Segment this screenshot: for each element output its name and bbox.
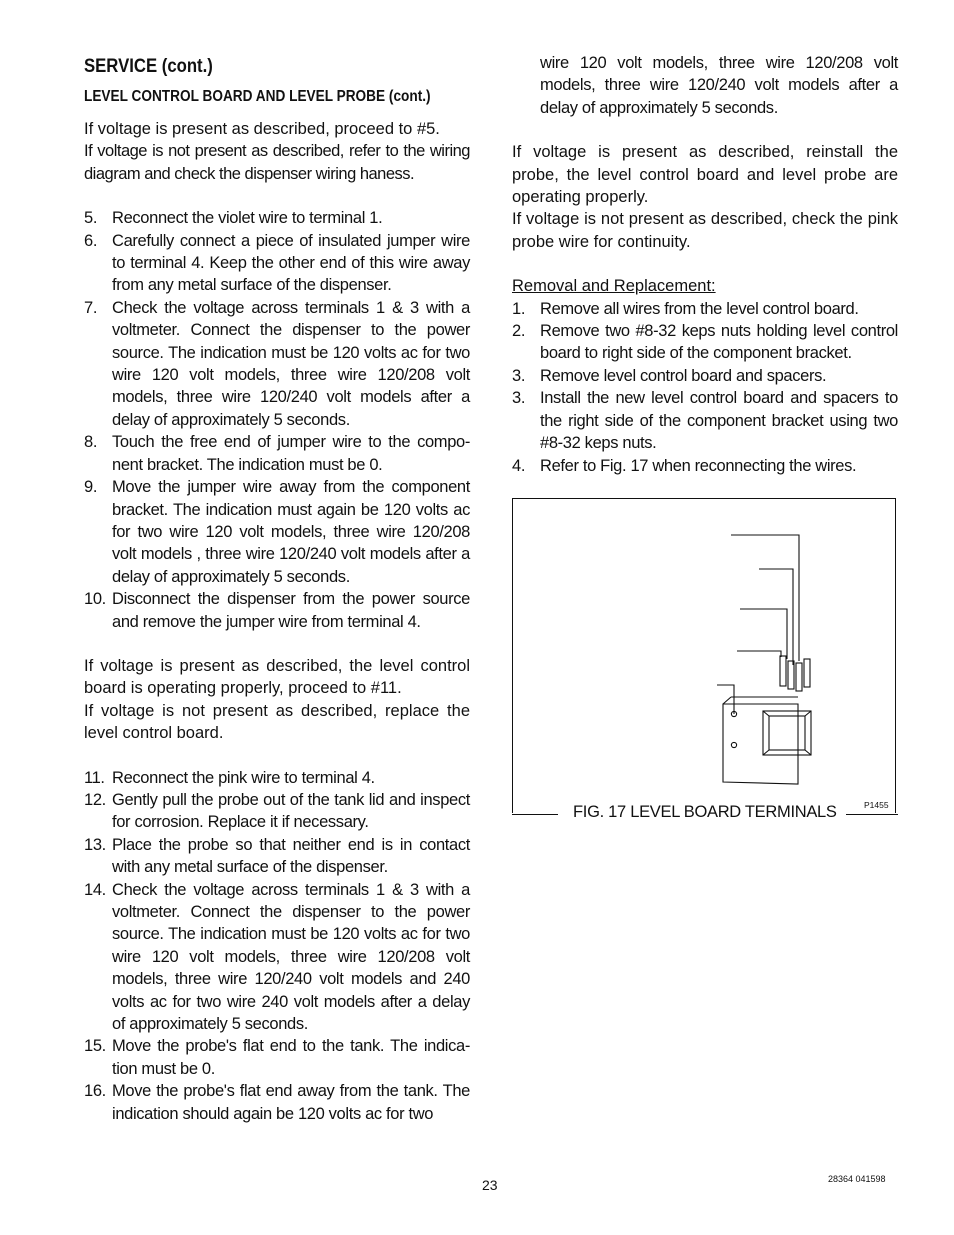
step-text: Touch the free end of jumper wire to the compo-nent bracket. The indication must be 0. [112,433,470,474]
step-number: 15. [84,1037,106,1056]
step-number: 7. [84,298,98,317]
step-text: Move the probe's flat end away from the tank. The indication should again be 120 volts ac for two [112,1082,470,1123]
left-column [84,50,470,1125]
step-number: 10. [84,590,106,609]
step-text: Refer to Fig. 17 when reconnecting the wires. [540,456,857,475]
step-number: 14. [84,880,106,899]
steps-list-a [84,207,470,633]
step-number: 9. [84,478,98,497]
terminal-tab [780,656,786,686]
step-number: 12. [84,790,106,809]
middle-paragraph: If voltage is not present as described, replace the level control board. [84,701,470,743]
list-item [84,297,470,431]
caption-rule-right [846,814,898,815]
list-item [512,365,898,387]
step-text: Check the voltage across terminals 1 & 3 with a voltmeter. Connect the dispenser to the power source. The indication must be 120 volts ac for two wire 120 volt models, three wire 120/208 volt models, three wire 120/240 volt models after a delay of approximately 5 seconds. [112,298,470,429]
steps-list-b [84,767,470,1126]
caption-rule-left [512,814,558,815]
terminal-tab [796,663,802,691]
level-board-diagram [513,499,894,812]
section-subtitle: LEVEL CONTROL BOARD AND LEVEL PROBE (cont.) [84,88,431,105]
intro-paragraph: If voltage is present as described, proceed to #5. [84,120,440,138]
step-number: 3. [512,389,526,408]
step-text: Reconnect the violet wire to terminal 1. [112,209,383,228]
step-number: 11. [84,768,105,787]
list-item [512,320,898,365]
list-item [512,387,898,454]
step-text: Gently pull the probe out of the tank lid and inspect for corrosion. Replace it if necessary. [112,790,470,832]
list-item [84,230,470,297]
list-item [84,879,470,1036]
list-item [84,588,470,633]
step-text: Place the probe so that neither end is in contact with any metal surface of the dispenser. [112,835,470,877]
page-number: 23 [482,1177,498,1193]
list-item [84,789,470,834]
step-number: 16. [84,1082,106,1101]
list-item [84,476,470,588]
list-item [512,455,898,477]
figure-caption-bar [512,800,898,831]
step-text: Remove all wires from the level control board. [540,299,859,318]
figure-frame [512,498,896,813]
right-column [512,52,898,477]
list-item [84,834,470,879]
leader-line [737,651,781,657]
step-text: Move the jumper wire away from the component bracket. The indication must again be 120 volts ac for two wire 120 volt models, three wire 120/208 volt models , three wire 120/240 volt models after a delay of approximately 5 seconds. [112,478,470,586]
step-text: Remove two #8-32 keps nuts holding level control board to right side of the component bracket. [540,322,898,363]
result-paragraph: If voltage is not present as described, check the pink probe wire for continuity. [512,210,898,251]
removal-steps-list [512,298,898,477]
step-text: Disconnect the dispenser from the power source and remove the jumper wire from terminal 4. [112,590,470,631]
list-item [84,1035,470,1080]
step-number: 8. [84,433,98,452]
list-item [84,1080,470,1125]
step-number: 6. [84,231,98,250]
step-number: 5. [84,209,98,228]
list-item [84,431,470,476]
list-item [512,298,898,320]
step-text: Install the new level control board and spacers to the right side of the component bracket using two #8-32 keps nuts. [540,389,898,453]
step-number: 4. [512,456,526,475]
list-item [84,207,470,229]
leader-line [731,535,799,661]
step-text: Move the probe's flat end to the tank. The indica-tion must be 0. [112,1037,470,1078]
continued-step-text: wire 120 volt models, three wire 120/208 volt models, three wire 120/240 volt models after a delay of approximately 5 seconds. [540,54,898,117]
result-paragraph: If voltage is present as described, reinstall the probe, the level control board and level probe are operating properly. [512,143,898,207]
step-text: Remove level control board and spacers. [540,366,827,385]
step-text: Reconnect the pink wire to terminal 4. [112,768,375,787]
terminal-tab [804,659,810,687]
step-text: Check the voltage across terminals 1 & 3 with a voltmeter. Connect the dispenser to the power source. The indication must be 120 volts ac for two wire 120 volt models, three wire 120/208 volt models, three wire 120/240 volt models and 240 volts ac for two wire 240 volt models after a delay of approximately 5 seconds. [112,880,470,1034]
step-number: 1. [512,299,526,318]
step-number: 13. [84,835,106,854]
step-number: 2. [512,322,526,341]
step-text: Carefully connect a piece of insulated jumper wire to terminal 4. Keep the other end of this wire away from any metal surface of the dispenser. [112,231,470,295]
section-title: SERVICE (cont.) [84,56,213,77]
step-number: 3. [512,366,526,385]
list-item [84,767,470,789]
middle-paragraph: If voltage is present as described, the level control board is operating properly, proceed to #11. [84,656,470,698]
removal-heading: Removal and Replacement: [512,277,716,296]
document-code: 28364 041598 [828,1174,886,1184]
figure-caption: FIG. 17 LEVEL BOARD TERMINALS [573,803,837,821]
figure-code: P1455 [864,800,889,810]
intro-paragraph: If voltage is not present as described, refer to the wiring diagram and check the dispenser wiring haness. [84,142,470,183]
terminal-tab [788,661,794,689]
